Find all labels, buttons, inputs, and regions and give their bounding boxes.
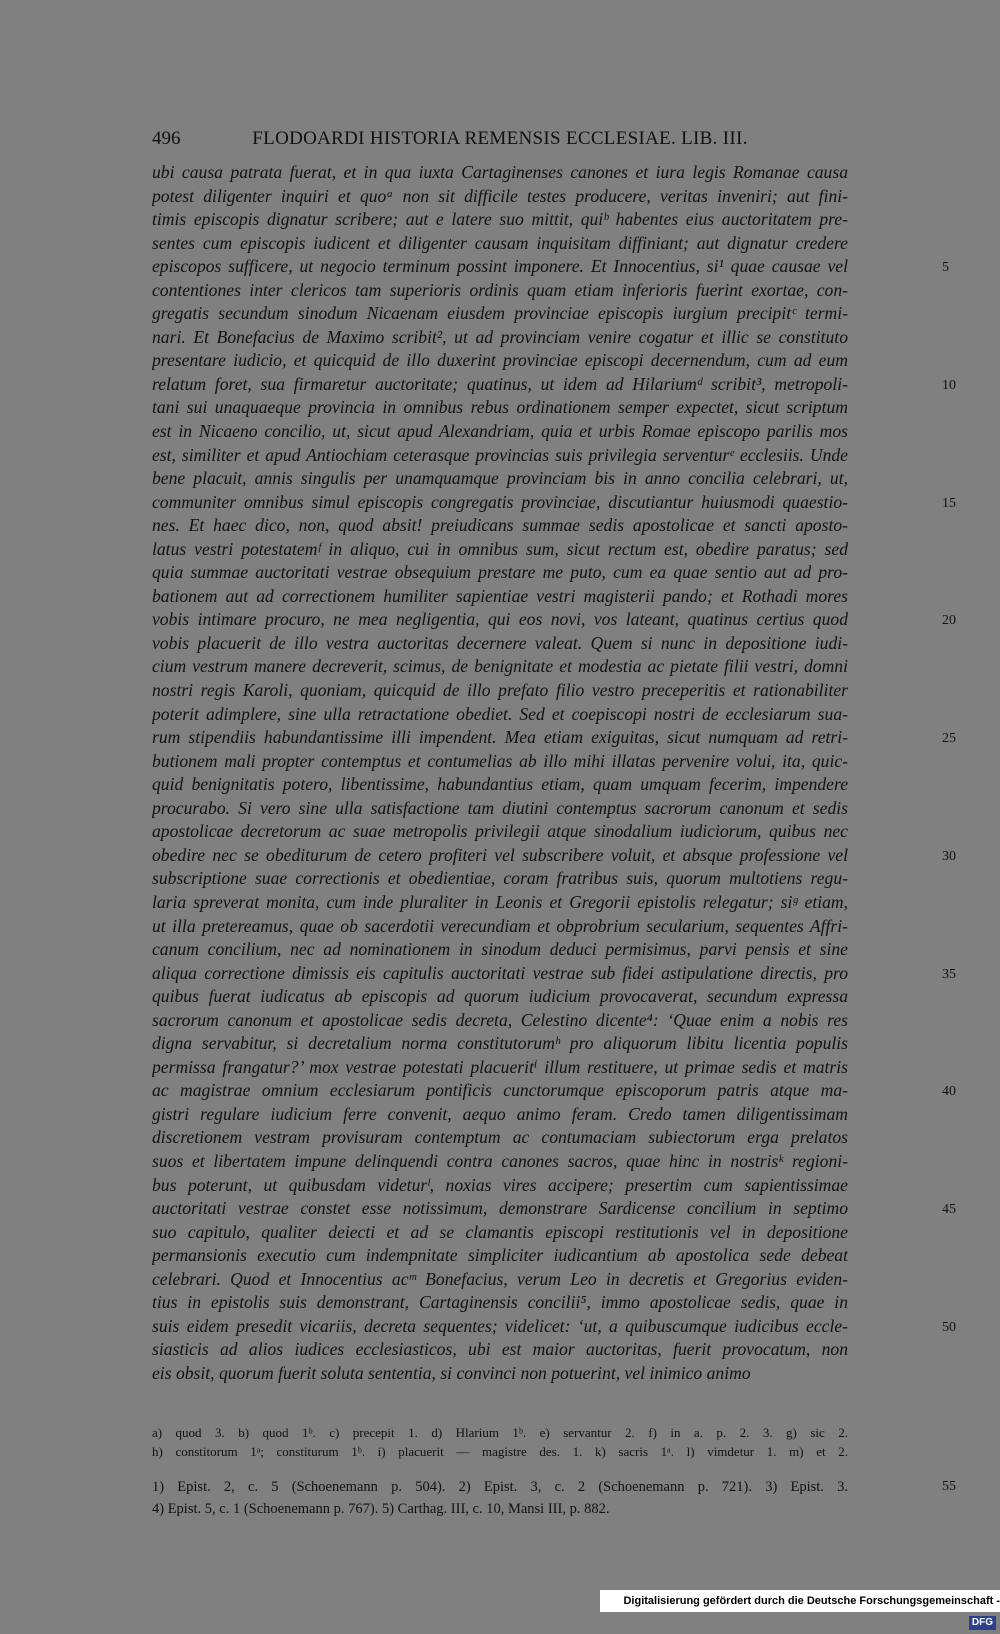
- main-text: [152, 161, 956, 1385]
- text-line: [152, 561, 935, 585]
- text-line: [152, 396, 935, 420]
- text-line-content: est, similiter et apud Antiochiam ceterasque provincias suis privilegia serventurᵉ ecclesiis. Unde: [152, 444, 848, 465]
- text-line: [152, 349, 935, 373]
- text-line: [152, 797, 935, 821]
- text-line: [152, 750, 935, 774]
- text-line-content: gregatis secundum sinodum Nicaenam eiusdem provinciae episcopis iurgium precipitᶜ termi-: [152, 303, 848, 324]
- text-line-content: suo capitulo, qualiter deiecti et ad se clamantis episcopi restitutionis vel in depositione: [152, 1221, 848, 1242]
- text-line-content: procurabo. Si vero sine ulla satisfactione tam diutini contemptus sacrorum canonum et sedis: [152, 797, 848, 818]
- line-number: 55: [942, 1479, 956, 1494]
- text-line: [152, 891, 935, 915]
- page-header: [152, 128, 848, 156]
- text-line: [152, 773, 935, 797]
- text-line: [152, 444, 935, 468]
- text-line: [152, 161, 935, 185]
- text-line-content: ac magistrae omnium ecclesiarum pontificis cunctorumque episcoporum patris atque ma-: [152, 1080, 848, 1101]
- text-line: [152, 1103, 935, 1127]
- source-note-line: [152, 1476, 956, 1498]
- text-line-content: eis obsit, quorum fuerit soluta sententia, si convinci non potuerint, vel inimico animo: [152, 1362, 751, 1383]
- line-number: 50: [942, 1319, 956, 1335]
- text-line: [152, 1291, 935, 1315]
- text-line-content: relatum foret, sua firmaretur auctoritate; quatinus, ut idem ad Hilariumᵈ scribit³, metropoli-: [152, 373, 848, 394]
- digitization-footer: [600, 1590, 1000, 1629]
- text-line: [152, 255, 949, 279]
- text-line: [152, 208, 935, 232]
- critical-note-line: h) constitorum 1ᵃ; constiturum 1ᵇ. i) placuerit — magistre des. 1. k) sacris 1ᵃ. l) vimdetur 1. m) et 2.: [152, 1444, 848, 1459]
- text-line: [152, 538, 935, 562]
- text-line: [152, 867, 935, 891]
- text-line-content: timis episcopis dignatur scribere; aut e latere suo mittit, quiᵇ habentes eius auctoritatem pre-: [152, 209, 848, 230]
- text-line-content: butionem mali propter contemptus et contumelias ab illo mihi illatas pervenire volui, ita, quic-: [152, 750, 848, 771]
- text-line: [152, 491, 956, 515]
- text-line: [152, 703, 935, 727]
- dfg-logo: DFG: [969, 1616, 996, 1630]
- text-line-content: quibus fuerat iudicatus ab episcopis ad quorum iudicium provocaverat, secundum expressa: [152, 986, 848, 1007]
- text-line: [152, 962, 956, 986]
- text-line: [152, 585, 935, 609]
- text-line-content: apostolicae decretorum ac suae metropolis privilegii atque sinodalium iudiciorum, quibus nec: [152, 821, 848, 842]
- source-note-line: [152, 1498, 935, 1520]
- text-line: [152, 1244, 935, 1268]
- text-line: [152, 1315, 956, 1339]
- text-line-content: bene placuit, annis singulis per unamquamque provinciam bis in anno concilia celebrari, ut,: [152, 468, 848, 489]
- line-number: 35: [942, 966, 956, 982]
- line-number: 30: [942, 848, 956, 864]
- text-line-content: quid benignitatis potero, libentissime, habundantius etiam, quam umquam fecerim, impendere: [152, 774, 848, 795]
- text-line-content: ut illa pretereamus, quae ob sacerdotii verecundiam et obprobrium secularium, sequentes Affri-: [152, 915, 848, 936]
- text-line-content: laria spreverat monita, cum inde pluraliter in Leonis et Gregorii epistolis relegatur; siᵍ etiam,: [152, 891, 848, 912]
- text-line: [152, 420, 935, 444]
- text-line-content: nostri regis Karoli, quoniam, quicquid de illo prefato filio vestro preceperitis et rationabiliter: [152, 680, 848, 701]
- critical-note-line: a) quod 3. b) quod 1ᵇ. c) precepit 1. d) Hlarium 1ᵇ. e) servantur 2. f) in a. p. 2. 3. g) sic 2.: [152, 1425, 848, 1440]
- text-line: [152, 373, 956, 397]
- text-line: [152, 514, 935, 538]
- text-line: [152, 985, 935, 1009]
- text-line: [152, 938, 935, 962]
- text-line-content: bationem aut ad correctionem humiliter sapientiae vestri magisterii pando; et Rothadi mores: [152, 585, 848, 606]
- text-line-content: obedire nec se obediturum de cetero profiteri vel subscribere voluit, et absque professione vel: [152, 844, 848, 865]
- text-line: [152, 655, 935, 679]
- text-line-content: episcopos sufficere, ut negocio terminum possint imponere. Et Innocentius, si¹ quae causae vel: [152, 256, 848, 277]
- text-line: [152, 915, 935, 939]
- source-notes: [152, 1476, 956, 1520]
- text-line: [152, 185, 935, 209]
- critical-apparatus: [152, 1423, 848, 1461]
- text-line-content: cium vestrum manere decreverit, scimus, de benignitate et modestia ac pietate filii vestri, domni: [152, 656, 848, 677]
- running-title: FLODOARDI HISTORIA REMENSIS ECCLESIAE. LIB. III.: [252, 128, 748, 149]
- text-line-content: tius in epistolis suis demonstrant, Cartaginensis concilii⁵, immo apostolicae sedis, quae in: [152, 1292, 848, 1313]
- text-line-content: sentes cum episcopis iudicent et diligenter causam inquisitam diffiniant; aut dignatur credere: [152, 232, 848, 253]
- text-line-content: auctoritati vestrae constet esse notissimum, demonstrare Sardicense concilium in septimo: [152, 1198, 848, 1219]
- text-line-content: sacrorum canonum et apostolicae sedis decreta, Celestino dicente⁴: ‘Quae enim a nobis res: [152, 1009, 848, 1030]
- text-line: [152, 1174, 935, 1198]
- text-line: [152, 1032, 935, 1056]
- text-line-content: aliqua correctione dimissis eis capitulis auctoritati vestrae sub fidei astipulatione directis, pro: [152, 962, 848, 983]
- text-line-content: vobis placuerit de illo vestra auctoritas decernere valeat. Quem si nunc in depositione iudi-: [152, 632, 848, 653]
- text-line: [152, 608, 956, 632]
- text-line: [152, 1056, 935, 1080]
- text-line: [152, 679, 935, 703]
- text-line: [152, 844, 956, 868]
- page-number: 496: [152, 128, 181, 149]
- text-line-content: latus vestri potestatemᶠ in aliquo, cui in omnibus sum, sicut rectum est, obedire paratus; sed: [152, 538, 848, 559]
- text-line-content: ubi causa patrata fuerat, et in qua iuxta Cartaginenses canones et iura legis Romanae causa: [152, 162, 848, 182]
- footer-text: Digitalisierung gefördert durch die Deutsche Forschungsgemeinschaft -: [623, 1595, 1000, 1607]
- text-line: [152, 467, 935, 491]
- text-line: [152, 1197, 956, 1221]
- text-line-content: discretionem vestram provisuram contemptum ac contumaciam subiectorum erga prelatos: [152, 1127, 848, 1148]
- text-line-content: presentare iudicio, et quicquid de illo duxerint provinciae episcopi decernendum, cum ad eum: [152, 350, 848, 371]
- text-line-content: digna servabitur, si decretalium norma constitutorumʰ pro aliquorum libitu licentia populis: [152, 1033, 848, 1054]
- text-line-content: siasticis ad alios iudices ecclesiasticos, ubi est maior auctoritas, fuerit provocatum, non: [152, 1339, 848, 1360]
- line-number: 5: [942, 260, 949, 276]
- text-line: [152, 302, 935, 326]
- text-line-content: poterit adimplere, sine ulla retractatione obediet. Sed et coepiscopi nostri de ecclesiarum sua-: [152, 703, 848, 724]
- text-line: [152, 820, 935, 844]
- text-line-content: permissa frangatur?’ mox vestrae potestati placueritⁱ illum restituere, ut primae sedis et matris: [152, 1056, 848, 1077]
- text-line: [152, 1009, 935, 1033]
- text-line: [152, 1362, 935, 1386]
- text-line: [152, 632, 935, 656]
- text-line: [152, 279, 935, 303]
- text-line-content: nes. Et haec dico, non, quod absit! preiudicans summae sedis apostolicae et sancti aposto-: [152, 515, 848, 536]
- text-line-content: vobis intimare procuro, ne mea negligentia, qui eos novi, vos lateant, quatinus certius quod: [152, 609, 848, 630]
- line-number: 25: [942, 731, 956, 747]
- text-line-content: contentiones inter clericos tam superioris ordinis quam etiam inferioris fuerint exortae, con-: [152, 279, 848, 300]
- line-number: 40: [942, 1084, 956, 1100]
- text-line: [152, 1221, 935, 1245]
- text-line: [152, 1150, 935, 1174]
- text-line-content: suis eidem presedit vicariis, decreta sequentes; videlicet: ‘ut, a quibuscumque iudicibus eccle-: [152, 1315, 848, 1336]
- text-line-content: est in Nicaeno concilio, ut, sicut apud Alexandriam, quia et urbis Romae episcopo parilis mos: [152, 421, 848, 442]
- text-line: [152, 726, 956, 750]
- text-line-content: tani sui unaquaeque provincia in omnibus rebus ordinationem semper expectet, sicut scriptum: [152, 397, 848, 418]
- text-line-content: permansionis executio cum indempnitate simpliciter iudicantium ab apostolica sede debeat: [152, 1245, 848, 1266]
- text-line: [152, 1079, 956, 1103]
- text-line-content: suos et libertatem impune delinquendi contra canones sacros, quae hinc in nostrisᵏ regioni-: [152, 1150, 848, 1171]
- line-number: 45: [942, 1202, 956, 1218]
- text-line-content: bus poterunt, ut quibusdam videturˡ, noxias vires accipere; presertim cum sapientissimae: [152, 1174, 848, 1195]
- text-line: [152, 326, 935, 350]
- text-line: [152, 232, 935, 256]
- text-line-content: celebrari. Quod et Innocentius acᵐ Bonefacius, verum Leo in decretis et Gregorius eviden-: [152, 1268, 848, 1289]
- text-line: [152, 1268, 935, 1292]
- text-line-content: communiter omnibus simul episcopis congregatis provinciae, discutiantur huiusmodi quaestio-: [152, 491, 848, 512]
- text-line-content: gistri regulare iudicium ferre convenit, aequo animo feram. Credo tamen diligentissimam: [152, 1103, 848, 1124]
- line-number: 20: [942, 613, 956, 629]
- source-note-content: 1) Epist. 2, c. 5 (Schoenemann p. 504). 2) Epist. 3, c. 2 (Schoenemann p. 721). 3) Epist. 3.: [152, 1479, 848, 1495]
- text-line-content: potest diligenter inquiri et quoᵃ non sit difficile testes producere, veritas inveniri; aut fini-: [152, 185, 848, 206]
- text-line: [152, 1338, 935, 1362]
- text-line: [152, 1126, 935, 1150]
- text-line-content: rum stipendiis habundantissime illi impendent. Mea etiam exiguitas, sicut numquam ad retri-: [152, 727, 848, 748]
- source-note-content: 4) Epist. 5, c. 1 (Schoenemann p. 767). 5) Carthag. III, c. 10, Mansi III, p. 882.: [152, 1501, 610, 1517]
- text-line-content: canum concilium, nec ad nominationem in sinodum deduci permisimus, parvi pensis et sine: [152, 939, 848, 960]
- text-line-content: quia summae auctoritati vestrae obsequium prestare me puto, cum ea quae sentio aut ad pro-: [152, 562, 848, 583]
- line-number: 15: [942, 495, 956, 511]
- line-number: 10: [942, 377, 956, 393]
- text-line-content: subscriptione suae correctionis et obedientiae, coram fratribus suis, quorum multotiens regu-: [152, 868, 848, 889]
- text-line-content: nari. Et Bonefacius de Maximo scribit², ut ad provinciam venire cogatur et illic se constituto: [152, 326, 848, 347]
